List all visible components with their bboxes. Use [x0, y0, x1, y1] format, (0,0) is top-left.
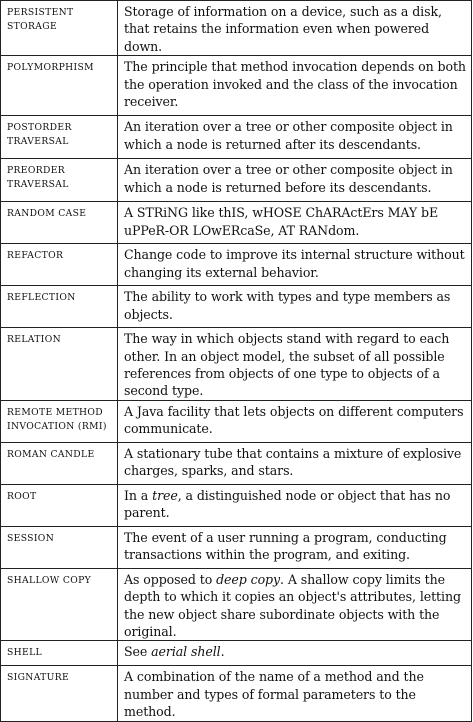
- table-row: [1, 159, 472, 202]
- glossary-term: SHELL: [1, 641, 118, 666]
- table-row: [1, 56, 472, 116]
- glossary-term: ROMAN CANDLE: [1, 442, 118, 484]
- glossary-term: RELATION: [1, 328, 118, 401]
- definition-text: . A shallow copy limits the depth to which it copies an object's attributes, letting the new object share subordinate objects with the original.: [124, 571, 461, 640]
- cross-reference-term: aerial shell: [151, 644, 221, 660]
- table-row: [1, 328, 472, 401]
- glossary-term: REFLECTION: [1, 286, 118, 328]
- glossary-term: RANDOM CASE: [1, 202, 118, 244]
- glossary-term: SHALLOW COPY: [1, 568, 118, 641]
- glossary-term: REFACTOR: [1, 244, 118, 286]
- table-row: [1, 568, 472, 641]
- definition-text: .: [220, 644, 225, 660]
- glossary-term: SIGNATURE: [1, 666, 118, 721]
- glossary-definition: The way in which objects stand with regard to each other. In an object model, the subset of all possible references from objects of one type to objects of a second type.: [118, 328, 472, 401]
- cross-reference-term: deep copy: [216, 571, 281, 587]
- table-row: [1, 244, 472, 286]
- glossary-term: PERSISTENT STORAGE: [1, 1, 118, 56]
- table-row: [1, 202, 472, 244]
- glossary-definition: A STRiNG like thIS, wHOSE ChARActErs MAY bE uPPeR-OR LOwERcaSe, AT RANdom.: [118, 202, 472, 244]
- glossary-term: REMOTE METHOD INVOCATION (RMI): [1, 400, 118, 442]
- table-row: [1, 666, 472, 721]
- glossary-definition: [118, 484, 472, 526]
- table-row: [1, 641, 472, 666]
- table-row: [1, 400, 472, 442]
- cross-reference-term: tree: [152, 487, 178, 503]
- glossary-definition: A combination of the name of a method and the number and types of formal parameters to the method.: [118, 666, 472, 721]
- definition-text: , a distinguished node or object that has no parent.: [124, 487, 451, 521]
- table-row: [1, 1, 472, 56]
- table-row: [1, 116, 472, 159]
- glossary-term: POSTORDER TRAVERSAL: [1, 116, 118, 159]
- glossary-definition: The principle that method invocation depends on both the operation invoked and the class of the invocation receiver.: [118, 56, 472, 116]
- table-row: [1, 526, 472, 568]
- glossary-term: ROOT: [1, 484, 118, 526]
- table-row: [1, 286, 472, 328]
- definition-text: In a: [124, 487, 153, 503]
- glossary-definition: An iteration over a tree or other composite object in which a node is returned after its descendants.: [118, 116, 472, 159]
- definition-text: As opposed to: [124, 571, 217, 587]
- glossary-term: POLYMORPHISM: [1, 56, 118, 116]
- glossary-definition: Change code to improve its internal structure without changing its external behavior.: [118, 244, 472, 286]
- table-row: [1, 442, 472, 484]
- definition-text: See: [124, 644, 152, 660]
- glossary-definition: An iteration over a tree or other composite object in which a node is returned before its descendants.: [118, 159, 472, 202]
- glossary-definition: Storage of information on a device, such as a disk, that retains the information even when powered down.: [118, 1, 472, 56]
- glossary-definition: The ability to work with types and type members as objects.: [118, 286, 472, 328]
- glossary-definition: A stationary tube that contains a mixture of explosive charges, sparks, and stars.: [118, 442, 472, 484]
- glossary-definition: [118, 568, 472, 641]
- glossary-definition: [118, 641, 472, 666]
- glossary-definition: The event of a user running a program, conducting transactions within the program, and exiting.: [118, 526, 472, 568]
- table-row: [1, 484, 472, 526]
- glossary-definition: A Java facility that lets objects on different computers communicate.: [118, 400, 472, 442]
- glossary-term: SESSION: [1, 526, 118, 568]
- glossary-term: PREORDER TRAVERSAL: [1, 159, 118, 202]
